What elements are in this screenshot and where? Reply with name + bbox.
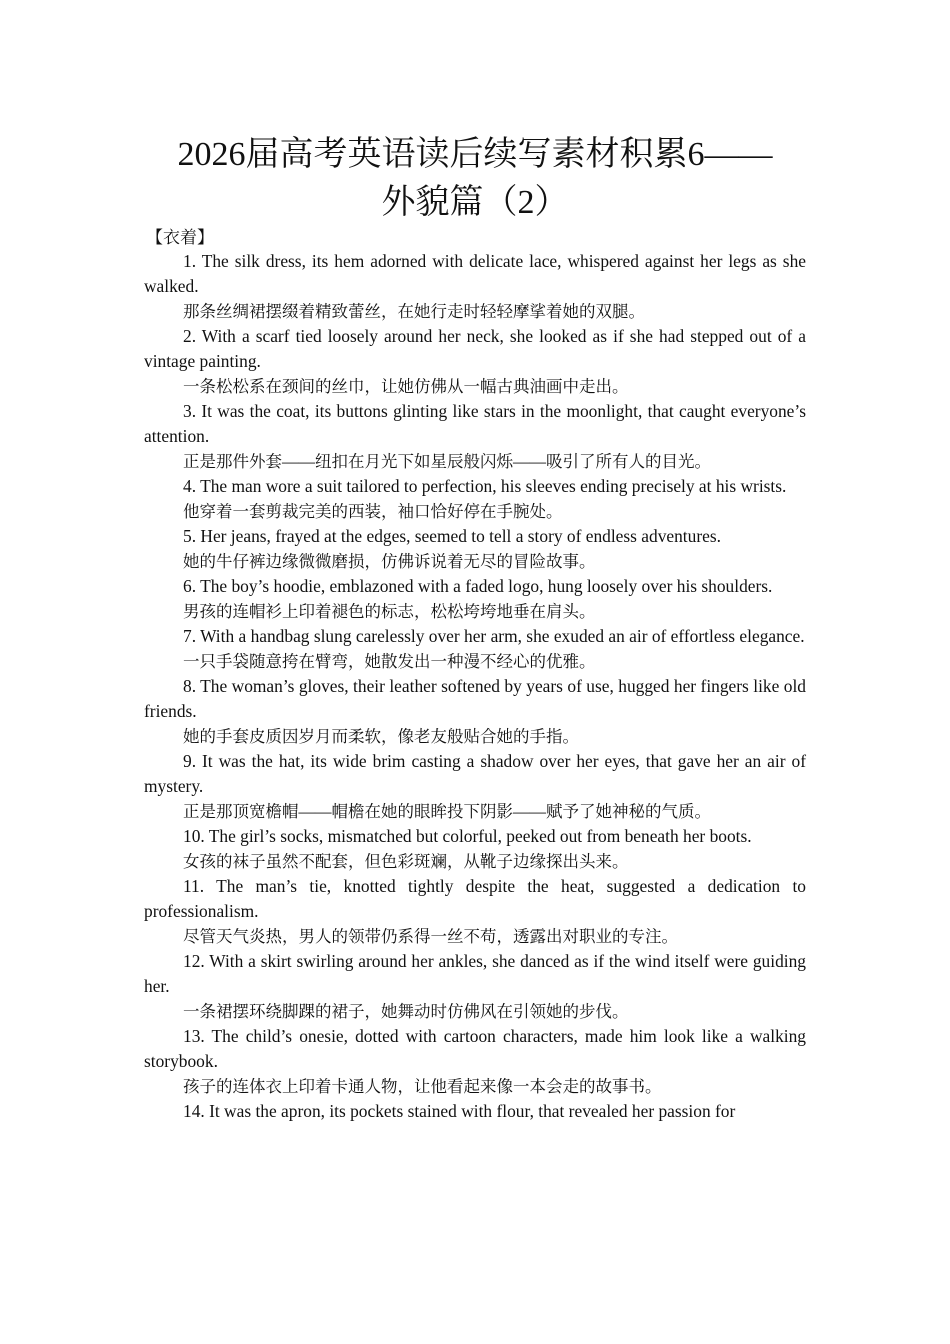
chinese-translation: 他穿着一套剪裁完美的西装，袖口恰好停在手腕处。 bbox=[183, 502, 563, 521]
list-item bbox=[144, 399, 806, 474]
list-item bbox=[144, 624, 806, 674]
english-sentence: 11. The man’s tie, knotted tightly despite the heat, suggested a dedication to professionalism. bbox=[144, 876, 806, 921]
chinese-translation: 一条松松系在颈间的丝巾，让她仿佛从一幅古典油画中走出。 bbox=[183, 377, 629, 396]
english-sentence: 8. The woman’s gloves, their leather softened by years of use, hugged her fingers like old friends. bbox=[144, 676, 806, 721]
chinese-translation: 男孩的连帽衫上印着褪色的标志，松松垮垮地垂在肩头。 bbox=[183, 602, 596, 621]
page-title-line-2: 外貌篇（2） bbox=[381, 184, 569, 221]
english-sentence: 4. The man wore a suit tailored to perfection, his sleeves ending precisely at his wrists. bbox=[183, 476, 787, 496]
chinese-translation: 尽管天气炎热，男人的领带仍系得一丝不苟，透露出对职业的专注。 bbox=[183, 927, 678, 946]
section-heading: 【衣着】 bbox=[146, 228, 214, 247]
list-item bbox=[144, 1024, 806, 1099]
list-item bbox=[144, 874, 806, 949]
list-item bbox=[144, 524, 806, 574]
english-sentence: 13. The child’s onesie, dotted with cartoon characters, made him look like a walking storybook. bbox=[144, 1026, 806, 1071]
list-item bbox=[144, 824, 806, 874]
list-item bbox=[144, 749, 806, 824]
chinese-translation: 她的手套皮质因岁月而柔软，像老友般贴合她的手指。 bbox=[183, 727, 579, 746]
english-sentence: 14. It was the apron, its pockets stained with flour, that revealed her passion for bbox=[183, 1101, 736, 1121]
chinese-translation: 女孩的袜子虽然不配套，但色彩斑斓，从靴子边缘探出头来。 bbox=[183, 852, 629, 871]
english-sentence: 10. The girl’s socks, mismatched but colorful, peeked out from beneath her boots. bbox=[183, 826, 752, 846]
chinese-translation: 一只手袋随意挎在臂弯，她散发出一种漫不经心的优雅。 bbox=[183, 652, 596, 671]
english-sentence: 9. It was the hat, its wide brim casting a shadow over her eyes, that gave her an air of mystery. bbox=[144, 751, 806, 796]
list-item bbox=[144, 574, 806, 624]
list-item bbox=[144, 949, 806, 1024]
english-sentence: 1. The silk dress, its hem adorned with delicate lace, whispered against her legs as she walked. bbox=[144, 251, 806, 296]
english-sentence: 2. With a scarf tied loosely around her neck, she looked as if she had stepped out of a vintage painting. bbox=[144, 326, 806, 371]
english-sentence: 12. With a skirt swirling around her ankles, she danced as if the wind itself were guiding her. bbox=[144, 951, 806, 996]
list-item bbox=[144, 1099, 806, 1124]
page-title-line-1: 2026届高考英语读后续写素材积累6—— bbox=[177, 136, 773, 173]
english-sentence: 3. It was the coat, its buttons glinting like stars in the moonlight, that caught everyone’s attention. bbox=[144, 401, 806, 446]
list-item bbox=[144, 249, 806, 324]
list-item bbox=[144, 474, 806, 524]
chinese-translation: 正是那件外套——纽扣在月光下如星辰般闪烁——吸引了所有人的目光。 bbox=[183, 452, 711, 471]
english-sentence: 5. Her jeans, frayed at the edges, seemed to tell a story of endless adventures. bbox=[183, 526, 721, 546]
english-sentence: 7. With a handbag slung carelessly over her arm, she exuded an air of effortless elegance. bbox=[183, 626, 805, 646]
english-sentence: 6. The boy’s hoodie, emblazoned with a faded logo, hung loosely over his shoulders. bbox=[183, 576, 773, 596]
chinese-translation: 孩子的连体衣上印着卡通人物，让他看起来像一本会走的故事书。 bbox=[183, 1077, 662, 1096]
chinese-translation: 正是那顶宽檐帽——帽檐在她的眼眸投下阴影——赋予了她神秘的气质。 bbox=[183, 802, 711, 821]
chinese-translation: 她的牛仔裤边缘微微磨损，仿佛诉说着无尽的冒险故事。 bbox=[183, 552, 596, 571]
list-item bbox=[144, 324, 806, 399]
entry-list bbox=[144, 249, 806, 1124]
list-item bbox=[144, 674, 806, 749]
chinese-translation: 那条丝绸裙摆缀着精致蕾丝，在她行走时轻轻摩挲着她的双腿。 bbox=[183, 302, 645, 321]
chinese-translation: 一条裙摆环绕脚踝的裙子，她舞动时仿佛风在引领她的步伐。 bbox=[183, 1002, 629, 1021]
